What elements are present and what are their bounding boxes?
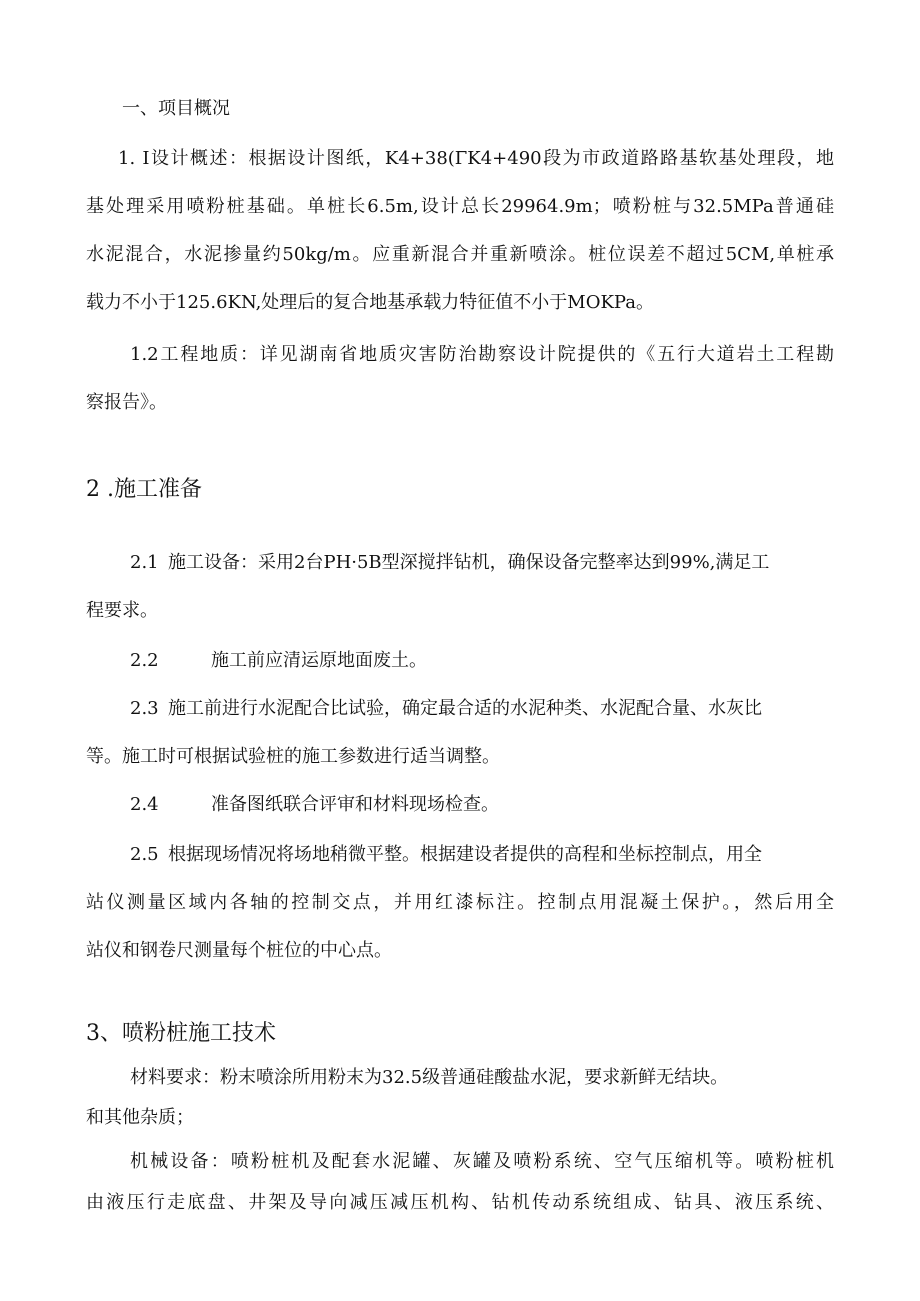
item-2-3-line2: 等。施工时可根据试验桩的施工参数进行适当调整。 [86, 746, 500, 767]
item-2-1-line2: 程要求。 [86, 600, 158, 621]
section1-p2-line1: 1.2工程地质：详见湖南省地质灾害防治勘察设计院提供的《五行大道岩土工程勘 [130, 344, 834, 365]
section1-p1-line1: 1. I设计概述：根据设计图纸，K4+38(ΓK4+490段为市政道路路基软基处理段，地 [118, 148, 834, 169]
item-2-5-line2: 站仪测量区域内各轴的控制交点，并用红漆标注。控制点用混凝土保护。，然后用全 [86, 892, 834, 913]
section1-heading: 一、项目概况 [122, 98, 230, 119]
section1-p2-line2: 察报告》。 [86, 392, 167, 413]
item-2-4 [130, 793, 499, 817]
item-2-3-text: 施工前进行水泥配合比试验，确定最合适的水泥种类、水泥配合量、水灰比 [168, 698, 762, 719]
item-2-2-text: 施工前应清运原地面废土。 [211, 650, 427, 671]
section3-heading: 3、喷粉桩施工技术 [86, 1021, 276, 1046]
item-2-3-line1 [130, 697, 834, 721]
item-2-3-number: 2.3 [130, 698, 159, 719]
section1-p1-line2: 基处理采用喷粉桩基础。单桩长6.5m,设计总长29964.9m；喷粉桩与32.5MPa普通硅 [86, 196, 834, 217]
item-2-4-text: 准备图纸联合评审和材料现场检查。 [211, 794, 499, 815]
section2-heading: 2 .施工准备 [86, 477, 202, 502]
item-2-2-number: 2.2 [130, 650, 159, 671]
item-2-5-number: 2.5 [130, 844, 159, 865]
item-2-1-text: 施工设备：采用2台PH·5B型深搅拌钻机，确保设备完整率达到99%,满足工 [168, 552, 770, 573]
section3-p2-line2: 由液压行走底盘、井架及导向减压减压机构、钻机传动系统组成、钻具、液压系统、 [86, 1192, 834, 1213]
item-2-5-line3: 站仪和钢卷尺测量每个桩位的中心点。 [86, 940, 392, 961]
item-2-1-number: 2.1 [130, 552, 159, 573]
item-2-5-line1 [130, 843, 834, 867]
section1-p1-line4: 载力不小于125.6KN,处理后的复合地基承载力特征值不小于MOKPa。 [86, 292, 654, 313]
item-2-5-text: 根据现场情况将场地稍微平整。根据建设者提供的高程和坐标控制点，用全 [168, 844, 762, 865]
section3-p2-line1: 机械设备：喷粉桩机及配套水泥罐、灰罐及喷粉系统、空气压缩机等。喷粉桩机 [130, 1151, 834, 1172]
section3-p1-line2: 和其他杂质； [86, 1107, 194, 1128]
item-2-2 [130, 649, 427, 673]
item-2-1-line1 [130, 551, 834, 575]
section1-p1-line3: 水泥混合，水泥掺量约50kg∕m。应重新混合并重新喷涂。桩位误差不超过5CM,单桩承 [86, 244, 834, 265]
item-2-4-number: 2.4 [130, 794, 159, 815]
section3-p1-line1: 材料要求：粉末喷涂所用粉末为32.5级普通硅酸盐水泥，要求新鲜无结块。 [130, 1067, 729, 1088]
